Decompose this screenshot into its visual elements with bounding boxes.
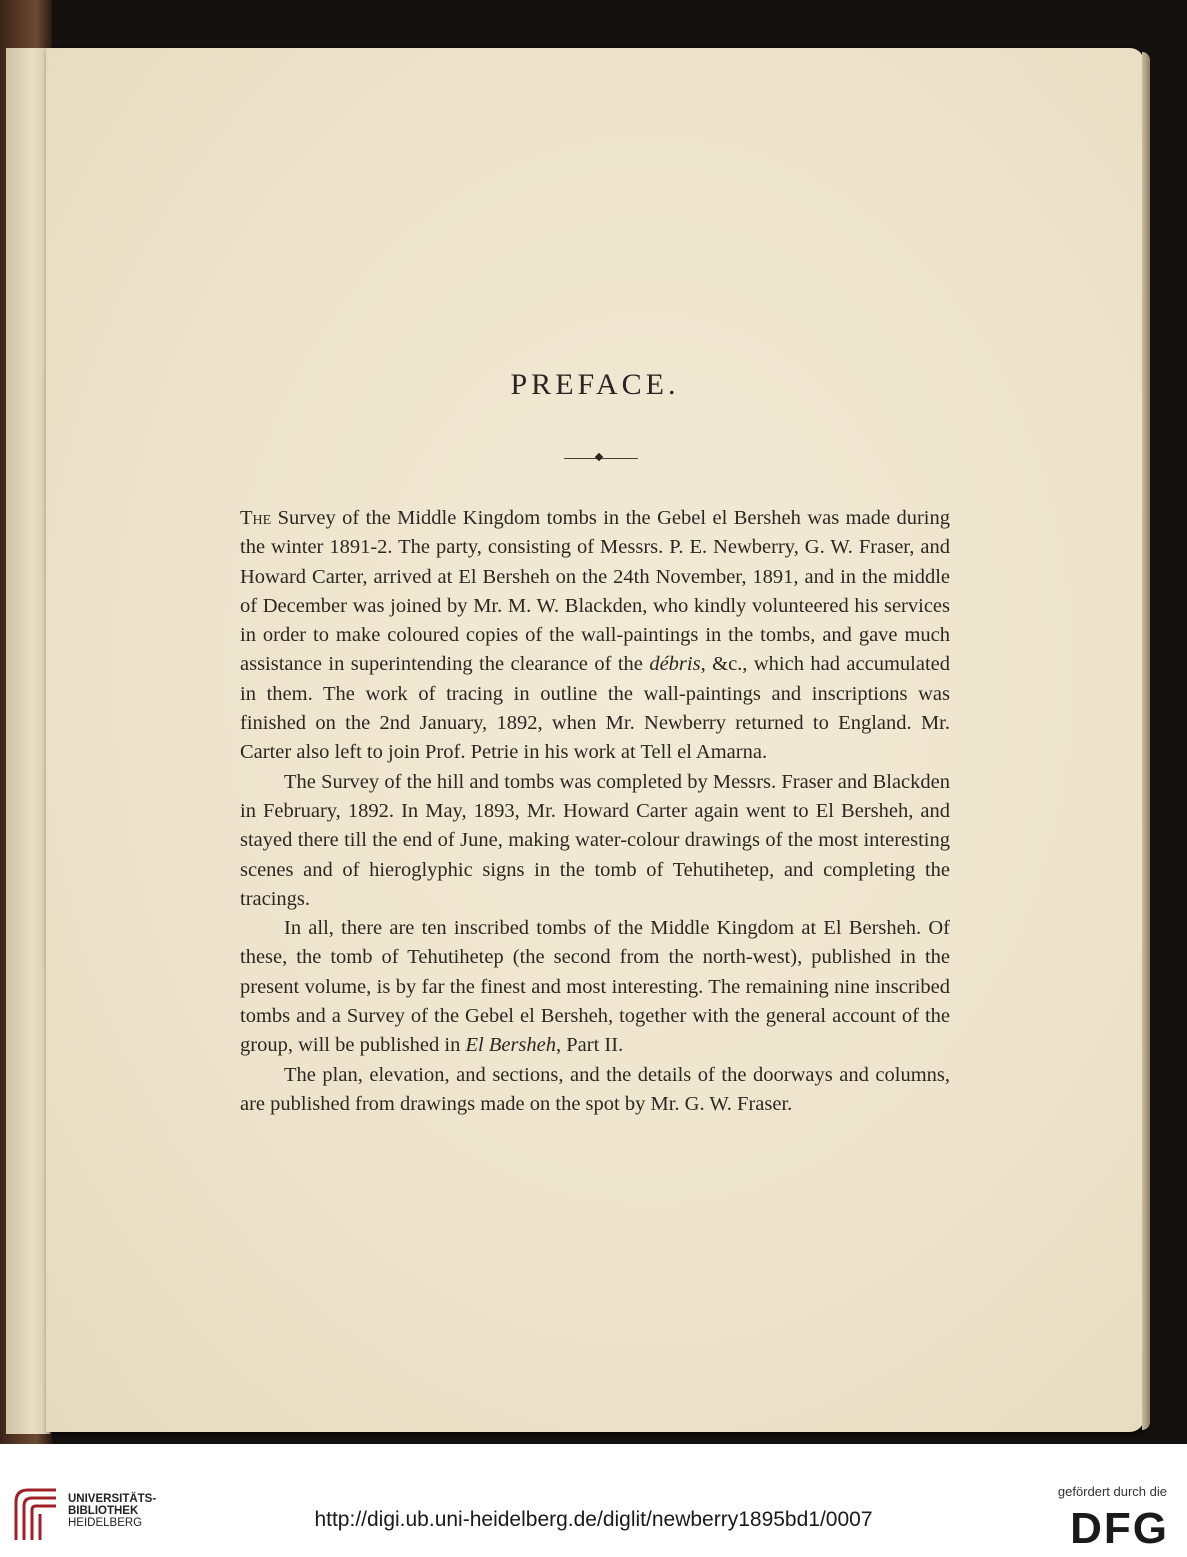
paragraph-3-text-b: , Part II. (556, 1034, 624, 1057)
paragraph-3 (240, 914, 950, 1060)
funded-by-label: gefördert durch die (1057, 1484, 1167, 1499)
paragraph-1-text-a: Survey of the Middle Kingdom tombs in the Gebel el Bersheh was made during the winter 1891-2. The party, consisting of Messrs. P. E. Newberry, G. W. Fraser, and Howard Carter, arrived at El Bersheh on the 24th November, 1891, and in the middle of December was joined by Mr. M. W. Blackden, who kindly volunteered his services in order to make coloured copies of the wall-paintings in the tombs, and gave much assistance in superintending the clearance of the (240, 507, 950, 676)
paragraph-4: The plan, elevation, and sections, and the details of the doorways and columns, are published from drawings made on the spot by Mr. G. W. Fraser. (240, 1063, 950, 1115)
paragraph-1-text-b: , &c., which had accumulated in them. The work of tracing in outline the wall-paintings and inscriptions was finished on the 2nd January, 1892, when Mr. Newberry returned to England. Mr. Carter also left to join Prof. Petrie in his work at Tell el Amarna. (240, 653, 950, 764)
viewer-footer (0, 1444, 1187, 1557)
dfg-logo[interactable]: DFG (1070, 1504, 1169, 1553)
library-name-line-1: UNIVERSITÄTS- (68, 1493, 157, 1505)
paragraph-1-lead: The (240, 507, 272, 529)
rule-ornament-icon (595, 453, 603, 461)
page-url[interactable]: http://digi.ub.uni-heidelberg.de/diglit/newberry1895bd1/0007 (314, 1508, 873, 1531)
book-page (46, 48, 1144, 1432)
paragraph-3-text-a: In all, there are ten inscribed tombs of the Middle Kingdom at El Bersheh. Of these, the tomb of Tehutihetep (the second from the north-west), published in the present volume, is by far the finest and most interesting. The remaining nine inscribed tombs and a Survey of the Gebel el Bersheh, together with the general account of the group, will be published in (240, 917, 950, 1057)
library-name-line-2: BIBLIOTHEK (68, 1505, 139, 1517)
paragraph-1-italic: débris (649, 653, 701, 676)
page-heading: PREFACE. (510, 368, 680, 401)
paragraph-3-italic: El Bersheh (465, 1034, 557, 1057)
paragraph-2: The Survey of the hill and tombs was completed by Messrs. Fraser and Blackden in February, 1892. In May, 1893, Mr. Howard Carter again went to El Bersheh, and stayed there till the end of June, making water-colour drawings of the most interesting scenes and of hieroglyphic signs in the tomb of Tehutihetep, and completing the tracings. (240, 770, 950, 910)
paragraph-1 (240, 504, 950, 768)
preface-text (240, 504, 950, 1119)
left-page-edge (6, 48, 51, 1434)
library-name-line-3: HEIDELBERG (68, 1517, 143, 1529)
